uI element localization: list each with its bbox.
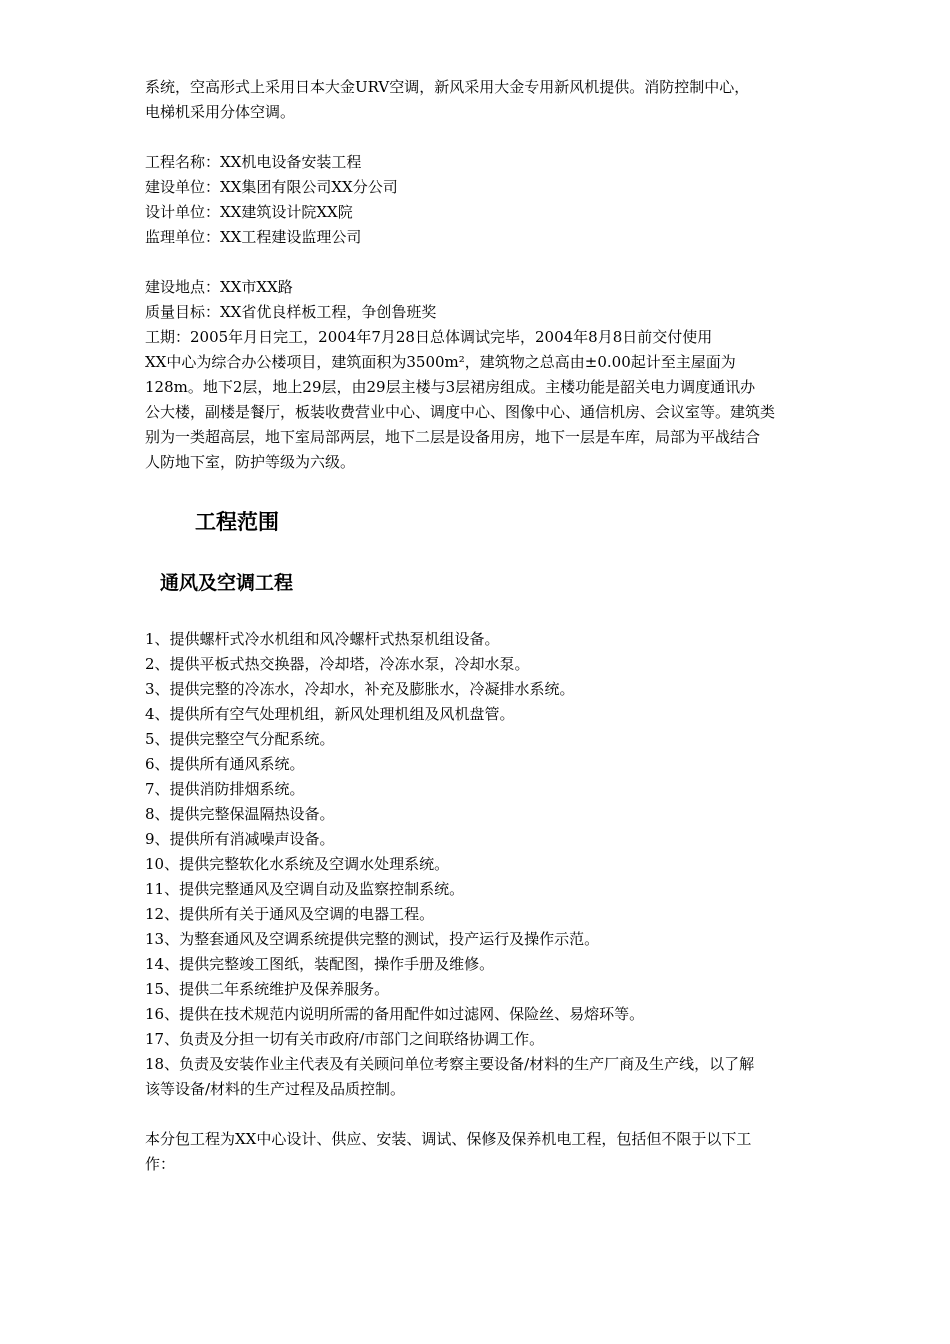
list-item: 16、提供在技术规范内说明所需的备用配件如过滤网、保险丝、易熔环等。	[145, 1005, 645, 1023]
scope-list	[145, 627, 810, 1102]
spacer	[145, 250, 810, 275]
heading-scope: 工程范围	[195, 510, 279, 534]
construction-unit: 建设单位：XX集团有限公司XX分公司	[145, 178, 398, 196]
closing-paragraph	[145, 1127, 810, 1177]
list-item-18	[145, 1052, 810, 1102]
text-line: 公大楼，副楼是餐厅，板装收费营业中心、调度中心、图像中心、通信机房、会议室等。建筑类	[145, 403, 776, 421]
text-line: XX中心为综合办公楼项目，建筑面积为3500m²，建筑物之总高由±0.00起计至主屋面为	[145, 353, 736, 371]
project-description	[145, 350, 810, 475]
text-line: 系统，空高形式上采用日本大金URV空调，新风采用大金专用新风机提供。消防控制中心，	[145, 78, 750, 96]
text-line: 别为一类超高层，地下室局部两层，地下二层是设备用房，地下一层是车库，局部为平战结合	[145, 428, 761, 446]
schedule: 工期：2005年月日完工，2004年7月28日总体调试完毕，2004年8月8日前交付使用	[145, 328, 713, 346]
list-item: 10、提供完整软化水系统及空调水处理系统。	[145, 855, 450, 873]
text-line: 128m。地下2层，地上29层，由29层主楼与3层裙房组成。主楼功能是韶关电力调度通讯办	[145, 378, 756, 396]
list-item: 2、提供平板式热交换器，冷却塔，冷冻水泵，冷却水泵。	[145, 655, 530, 673]
text-line: 本分包工程为XX中心设计、供应、安装、调试、保修及保养机电工程，包括但不限于以下工	[145, 1130, 752, 1148]
list-item: 11、提供完整通风及空调自动及监察控制系统。	[145, 880, 465, 898]
list-item: 6、提供所有通风系统。	[145, 755, 305, 773]
heading-hvac: 通风及空调工程	[160, 572, 294, 594]
list-item: 9、提供所有消减噪声设备。	[145, 830, 335, 848]
list-item: 17、负责及分担一切有关市政府/市部门之间联络协调工作。	[145, 1030, 545, 1048]
construction-site: 建设地点：XX市XX路	[145, 278, 293, 296]
list-item: 12、提供所有关于通风及空调的电器工程。	[145, 905, 435, 923]
project-name: 工程名称：XX机电设备安装工程	[145, 153, 362, 171]
text-line: 作：	[145, 1155, 176, 1173]
list-item: 4、提供所有空气处理机组，新风处理机组及风机盘管。	[145, 705, 515, 723]
list-item: 5、提供完整空气分配系统。	[145, 730, 335, 748]
list-item: 7、提供消防排烟系统。	[145, 780, 305, 798]
text-line: 该等设备/材料的生产过程及品质控制。	[145, 1080, 406, 1098]
document-page	[145, 75, 810, 1177]
list-item: 13、为整套通风及空调系统提供完整的测试，投产运行及操作示范。	[145, 930, 600, 948]
list-item: 14、提供完整竣工图纸，装配图，操作手册及维修。	[145, 955, 495, 973]
text-line: 人防地下室，防护等级为六级。	[145, 453, 356, 471]
spacer	[145, 125, 810, 150]
list-item: 15、提供二年系统维护及保养服务。	[145, 980, 390, 998]
design-unit: 设计单位：XX建筑设计院XX院	[145, 203, 353, 221]
site-info-block	[145, 275, 810, 350]
supervision-unit: 监理单位：XX工程建设监理公司	[145, 228, 362, 246]
list-item: 1、提供螺杆式冷水机组和风冷螺杆式热泵机组设备。	[145, 630, 500, 648]
text-line: 18、负责及安装作业主代表及有关顾问单位考察主要设备/材料的生产厂商及生产线，以了解	[145, 1055, 755, 1073]
list-item: 8、提供完整保温隔热设备。	[145, 805, 335, 823]
spacer	[145, 1102, 810, 1127]
project-info-block	[145, 150, 810, 250]
intro-paragraph	[145, 75, 810, 125]
text-line: 电梯机采用分体空调。	[145, 103, 296, 121]
quality-target: 质量目标：XX省优良样板工程，争创鲁班奖	[145, 303, 437, 321]
list-item: 3、提供完整的冷冻水，冷却水，补充及膨胀水，冷凝排水系统。	[145, 680, 575, 698]
